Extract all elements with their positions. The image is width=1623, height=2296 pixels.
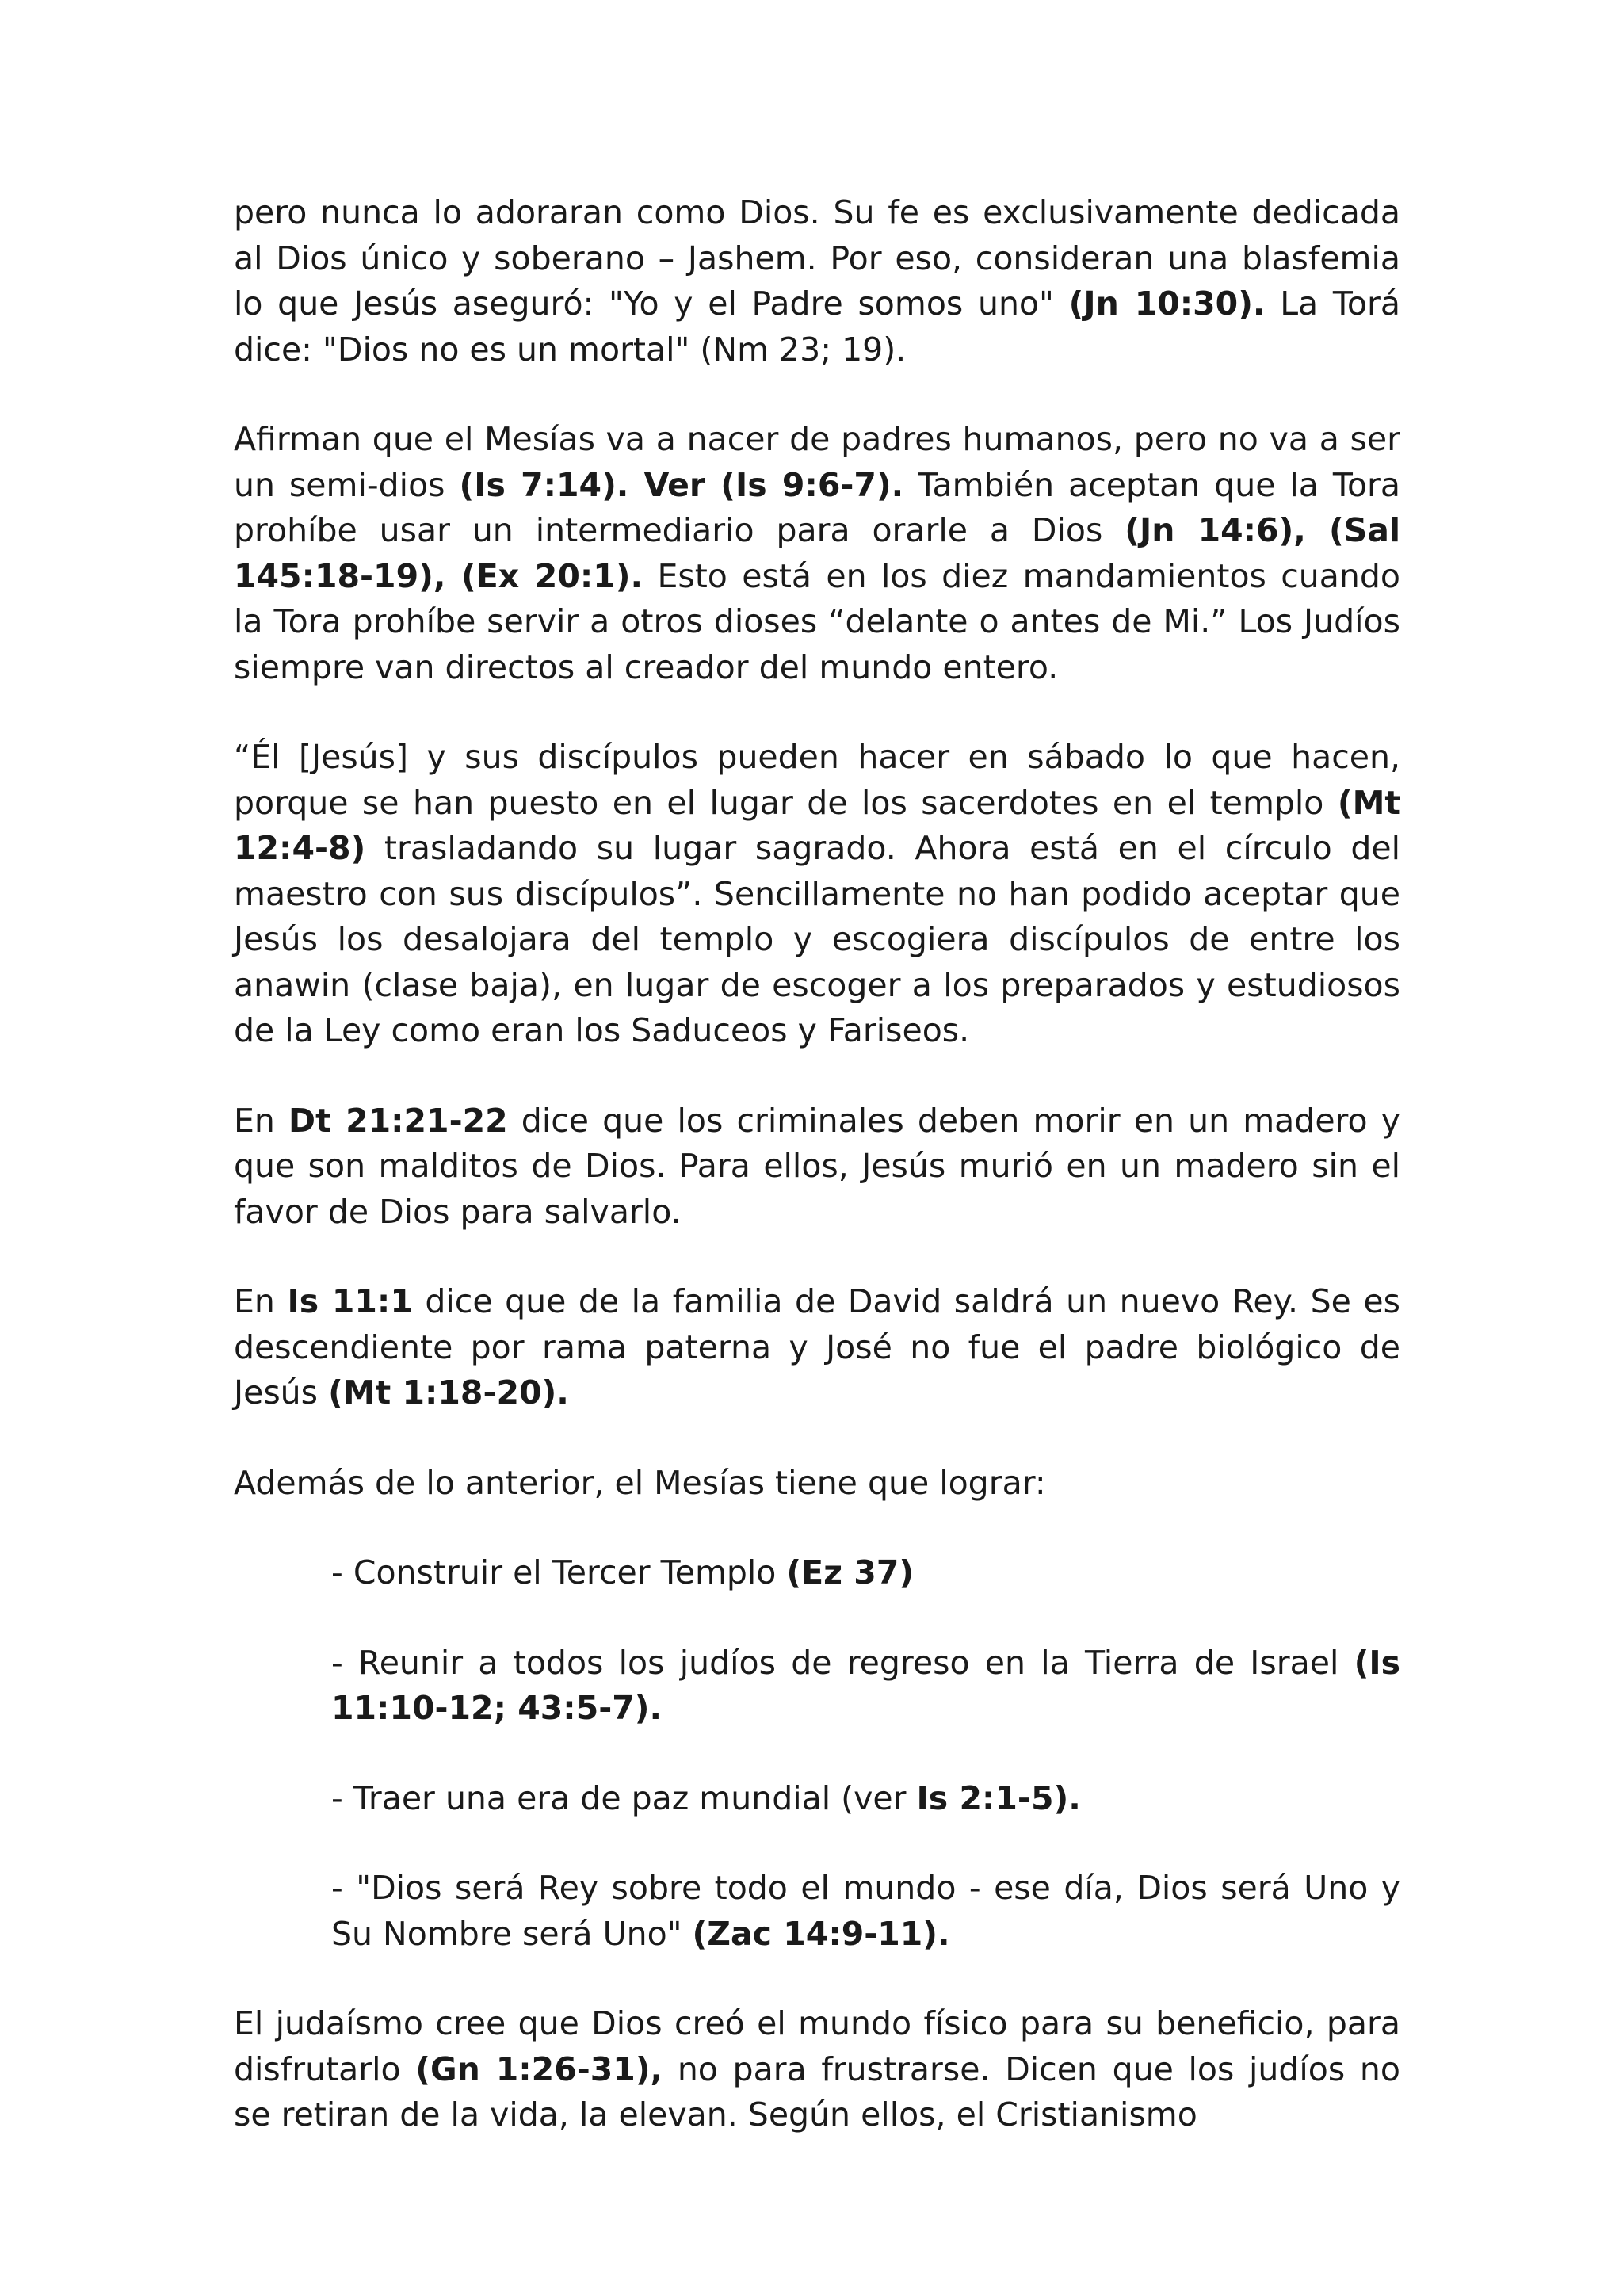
text-run: - Construir el Tercer Templo [331, 1553, 787, 1591]
text-run: En [234, 1101, 289, 1140]
paragraph-5 [234, 1279, 1400, 1416]
list-item-3 [331, 1776, 1400, 1822]
document-body [234, 190, 1400, 2183]
bible-reference: (Zac 14:9-11). [692, 1914, 950, 1953]
text-run: - "Dios será Rey sobre todo el mundo - ese día, Dios será Uno y Su Nombre será Uno" [331, 1869, 1400, 1953]
text-run: pero nunca lo adoraran como Dios. Su fe es exclusivamente dedicada al Dios único y soberano – Jashem. Por eso, consideran una blasfemia lo que Jesús aseguró: "Yo y el Padre somos uno" [234, 193, 1400, 323]
paragraph-7 [234, 2001, 1400, 2138]
text-run: no para frustrarse. Dicen que los judíos no se retiran de la vida, la elevan. Según ellos, el Cristianismo [234, 2050, 1401, 2134]
text-run: El judaísmo cree que Dios creó el mundo físico para su beneficio, para disfrutarlo [234, 2004, 1400, 2088]
text-run: - Traer una era de paz mundial (ver [331, 1778, 917, 1817]
bible-reference: (Is 7:14). Ver (Is 9:6-7). [459, 465, 904, 504]
text-run: Además de lo anterior, el Mesías tiene que lograr: [234, 1463, 1046, 1502]
text-run: “Él [Jesús] y sus discípulos pueden hacer en sábado lo que hacen, porque se han puesto en el lugar de los sacerdotes en el templo [234, 738, 1400, 822]
paragraph-4 [234, 1098, 1400, 1236]
list-item-4 [331, 1866, 1400, 1957]
bible-reference: Dt 21:21-22 [288, 1101, 508, 1140]
bible-reference: (Jn 10:30). [1068, 285, 1266, 323]
text-run: Esto está en los diez mandamientos cuando la Tora prohíbe servir a otros dioses “delante o antes de Mi.” Los Judíos siempre van directos al creador del mundo entero. [234, 556, 1401, 686]
paragraph-3 [234, 735, 1400, 1054]
text-run: dice que de la familia de David saldrá un nuevo Rey. Se es descendiente por rama paterna y José no fue el padre biológico de Jesús [234, 1282, 1400, 1412]
text-run: La Torá dice: "Dios no es un mortal" (Nm 23; 19). [234, 285, 1401, 369]
bible-reference: (Ez 37) [786, 1553, 915, 1591]
bible-reference: Is 2:1-5). [916, 1778, 1081, 1817]
paragraph-1 [234, 190, 1400, 372]
bible-reference: (Mt 12:4-8) [234, 783, 1400, 867]
bible-reference: (Mt 1:18-20). [328, 1373, 569, 1412]
paragraph-6 [234, 1461, 1400, 1507]
text-run: trasladando su lugar sagrado. Ahora está en el círculo del maestro con sus discípulos”. Sencillamente no han podido aceptar que Jesús los desalojara del templo y escogiera discípulos de entre los anawin (clase baja), en lugar de escoger a los preparados y estudiosos de la Ley como eran los Saduceos y Fariseos. [234, 829, 1400, 1049]
text-run: dice que los criminales deben morir en un madero y que son malditos de Dios. Para ellos, Jesús murió en un madero sin el favor de Dios para salvarlo. [234, 1101, 1400, 1231]
bible-reference: (Jn 14:6), (Sal 145:18-19), (Ex 20:1). [234, 511, 1400, 595]
text-run: También aceptan que la Tora prohíbe usar un intermediario para orarle a Dios [234, 465, 1401, 549]
list-item-2 [331, 1641, 1400, 1732]
text-run: - Reunir a todos los judíos de regreso en la Tierra de Israel [331, 1643, 1354, 1682]
text-run: En [234, 1282, 288, 1320]
text-run: Afirman que el Mesías va a nacer de padres humanos, pero no va a ser un semi-dios [234, 420, 1400, 504]
bible-reference: Is 11:1 [287, 1282, 413, 1320]
bible-reference: (Is 11:10-12; 43:5-7). [331, 1643, 1400, 1727]
bible-reference: (Gn 1:26-31), [415, 2050, 663, 2088]
list-item-1 [331, 1550, 1400, 1596]
paragraph-2 [234, 417, 1400, 690]
